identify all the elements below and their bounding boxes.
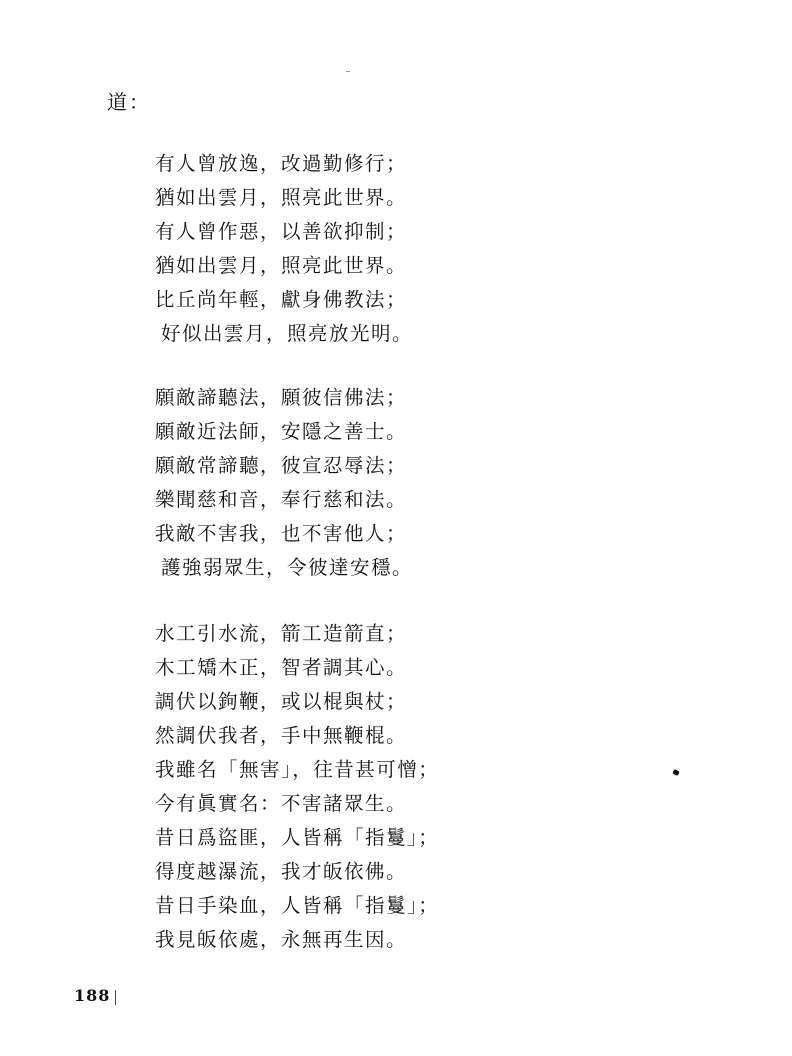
verse-line: 比丘尚年輕，獻身佛教法； xyxy=(155,288,408,311)
verse-stanza-2 xyxy=(155,381,413,585)
verse-line: 願敵常諦聽，彼宣忍辱法； xyxy=(155,454,408,477)
print-speck xyxy=(346,71,350,72)
verse-line: 有人曾放逸，改過勤修行； xyxy=(155,152,408,175)
verse-line: 調伏以鉤鞭，或以棍與杖； xyxy=(155,690,408,713)
intro-line: 道： xyxy=(107,90,151,114)
verse-line: 得度越瀑流，我才皈依佛。 xyxy=(155,860,408,883)
verse-line: 水工引水流，箭工造箭直； xyxy=(155,622,408,645)
verse-line: 護強弱眾生，令彼達安穩。 xyxy=(161,556,414,579)
verse-line: 我見皈依處，永無再生因。 xyxy=(155,928,408,951)
page-number: 188 xyxy=(74,986,111,1005)
verse-line: 今有眞實名：不害諸眾生。 xyxy=(155,792,408,815)
verse-line: 我雖名「無害」，往昔甚可憎； xyxy=(155,758,440,781)
verse-line: 昔日爲盜匪，人皆稱「指鬘」； xyxy=(155,826,440,849)
verse-line: 木工矯木正，智者調其心。 xyxy=(155,656,408,679)
verse-line: 昔日手染血，人皆稱「指鬘」； xyxy=(155,894,440,917)
verse-line: 猶如出雲月，照亮此世界。 xyxy=(155,254,408,277)
verse-line: 願敵近法師，安隱之善士。 xyxy=(155,420,408,443)
verse-line: 願敵諦聽法，願彼信佛法； xyxy=(155,386,408,409)
print-speck xyxy=(672,769,680,776)
verse-line: 樂聞慈和音，奉行慈和法。 xyxy=(155,488,408,511)
verse-line: 有人曾作惡，以善欲抑制； xyxy=(155,220,408,243)
verse-stanza-3 xyxy=(155,617,439,957)
verse-line: 好似出雲月，照亮放光明。 xyxy=(161,322,414,345)
verse-stanza-1 xyxy=(155,147,413,351)
verse-line: 我敵不害我，也不害他人； xyxy=(155,522,408,545)
folio-divider xyxy=(115,990,116,1005)
verse-line: 然調伏我者，手中無鞭棍。 xyxy=(155,724,408,747)
verse-line: 猶如出雲月，照亮此世界。 xyxy=(155,186,408,209)
